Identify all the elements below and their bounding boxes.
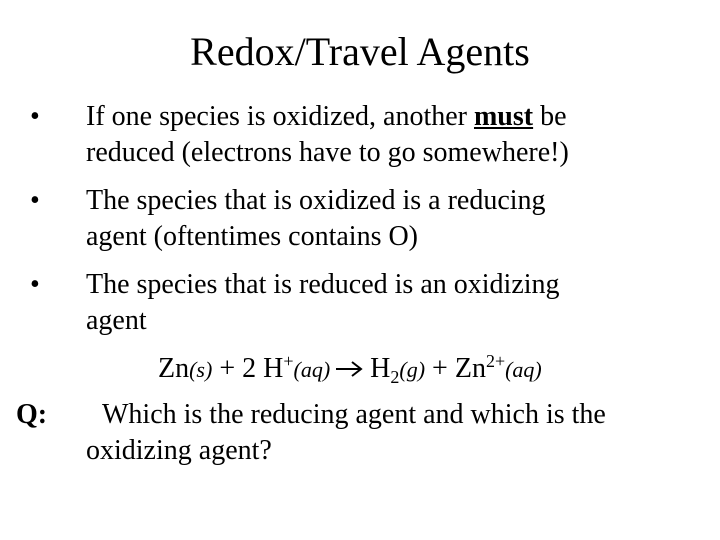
question-line: oxidizing agent?	[86, 435, 272, 466]
eq-plus-h: + 2 H	[212, 353, 284, 384]
eq-zn: Zn	[158, 353, 190, 384]
eq-charge: 2+	[485, 351, 506, 371]
bullet-item-oxidizing-agent	[86, 267, 706, 339]
bullet-line: The species that is reduced is an oxidizing	[86, 269, 560, 300]
eq-state: (aq)	[293, 357, 331, 382]
eq-h2: H	[370, 353, 391, 384]
eq-state: (s)	[189, 357, 213, 382]
chemical-equation	[158, 351, 698, 388]
bullet-item-oxidized-reduced	[86, 99, 706, 171]
question-text	[86, 397, 712, 469]
question-label: Q:	[16, 399, 48, 430]
eq-charge: +	[283, 351, 294, 371]
emphasis-must: must	[473, 101, 534, 132]
bullet-text: If one species is oxidized, another	[86, 101, 474, 132]
right-arrow-icon	[334, 359, 364, 379]
bullet-line: agent (oftentimes contains O)	[86, 221, 419, 252]
eq-state: (aq)	[505, 357, 542, 382]
question-line: Which is the reducing agent and which is the	[102, 399, 606, 430]
eq-plus-zn: + Zn	[425, 353, 486, 384]
eq-subscript: 2	[390, 367, 400, 387]
bullet-marker: •	[30, 269, 40, 300]
bullet-marker: •	[30, 185, 40, 216]
bullet-text: be	[533, 101, 567, 132]
bullet-line: The species that is oxidized is a reducing	[86, 185, 546, 216]
bullet-line	[86, 99, 706, 135]
bullet-item-reducing-agent	[86, 183, 706, 255]
slide-title: Redox/Travel Agents	[190, 29, 530, 74]
bullet-marker: •	[30, 101, 40, 132]
bullet-line: reduced (electrons have to go somewhere!)	[86, 137, 569, 168]
eq-state: (g)	[399, 357, 426, 382]
bullet-line: agent	[86, 305, 147, 336]
